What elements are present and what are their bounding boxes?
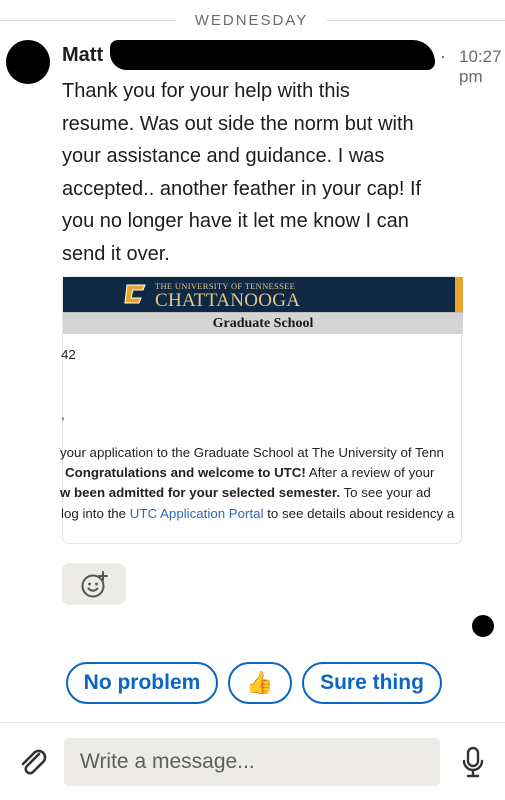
university-banner [63, 277, 463, 312]
doc-line-3: your application to the Graduate School at The University of Tenn [60, 445, 444, 460]
redaction-mark [110, 40, 435, 70]
divider-line-right [327, 20, 505, 21]
composer-divider [0, 722, 505, 723]
doc-line-4-rest: After a review of your [305, 465, 435, 480]
day-label: WEDNESDAY [194, 12, 309, 29]
message-text: Thank you for your help with this resume. Was out side the norm but with your assistance and guidance. I was accepted.. another feather in your cap! If you no longer have it let me know I can send it over. [62, 80, 422, 265]
utc-logo-icon [123, 282, 149, 306]
thumbs-up-icon: 👍 [246, 670, 274, 695]
doc-line-4-bold: Congratulations and welcome to UTC! [65, 465, 306, 480]
sender-avatar[interactable] [6, 40, 50, 84]
doc-line-5-bold: w been admitted for your selected semester. [60, 485, 341, 500]
university-name-line1: THE UNIVERSITY OF TENNESSEE [155, 281, 296, 291]
banner-gold-stripe [455, 277, 463, 312]
doc-line-6-pre: log into the [61, 506, 130, 521]
add-reaction-icon [80, 569, 110, 599]
message-input[interactable] [64, 738, 440, 786]
department-bar [63, 312, 463, 334]
day-divider [0, 10, 505, 30]
sender-name[interactable]: Matt [62, 44, 104, 66]
suggested-reply-no-problem[interactable]: No problem [66, 662, 218, 704]
divider-line-left [0, 20, 176, 21]
add-reaction-button[interactable] [62, 563, 126, 605]
microphone-icon[interactable] [461, 746, 485, 778]
suggested-reply-thumbs-up[interactable] [228, 662, 292, 704]
department-title: Graduate School [212, 316, 314, 331]
doc-line-5-rest: To see your ad [340, 485, 431, 500]
status-dot [472, 615, 494, 637]
doc-line-2: , [61, 407, 65, 422]
suggested-reply-sure-thing[interactable]: Sure thing [302, 662, 442, 704]
doc-line-1: 42 [61, 347, 76, 362]
doc-line-6 [61, 506, 454, 521]
university-name-line2: CHATTANOOGA [155, 290, 301, 311]
paperclip-icon[interactable] [17, 746, 49, 778]
doc-line-4 [65, 465, 434, 480]
doc-line-5 [60, 485, 431, 500]
time-separator: · [440, 46, 446, 66]
application-portal-link[interactable]: UTC Application Portal [129, 506, 264, 521]
doc-line-6-post: to see details about residency a [263, 506, 455, 521]
message-header [62, 44, 502, 86]
attachment-preview[interactable] [62, 276, 462, 544]
message-time: 10:27 pm [459, 47, 502, 86]
